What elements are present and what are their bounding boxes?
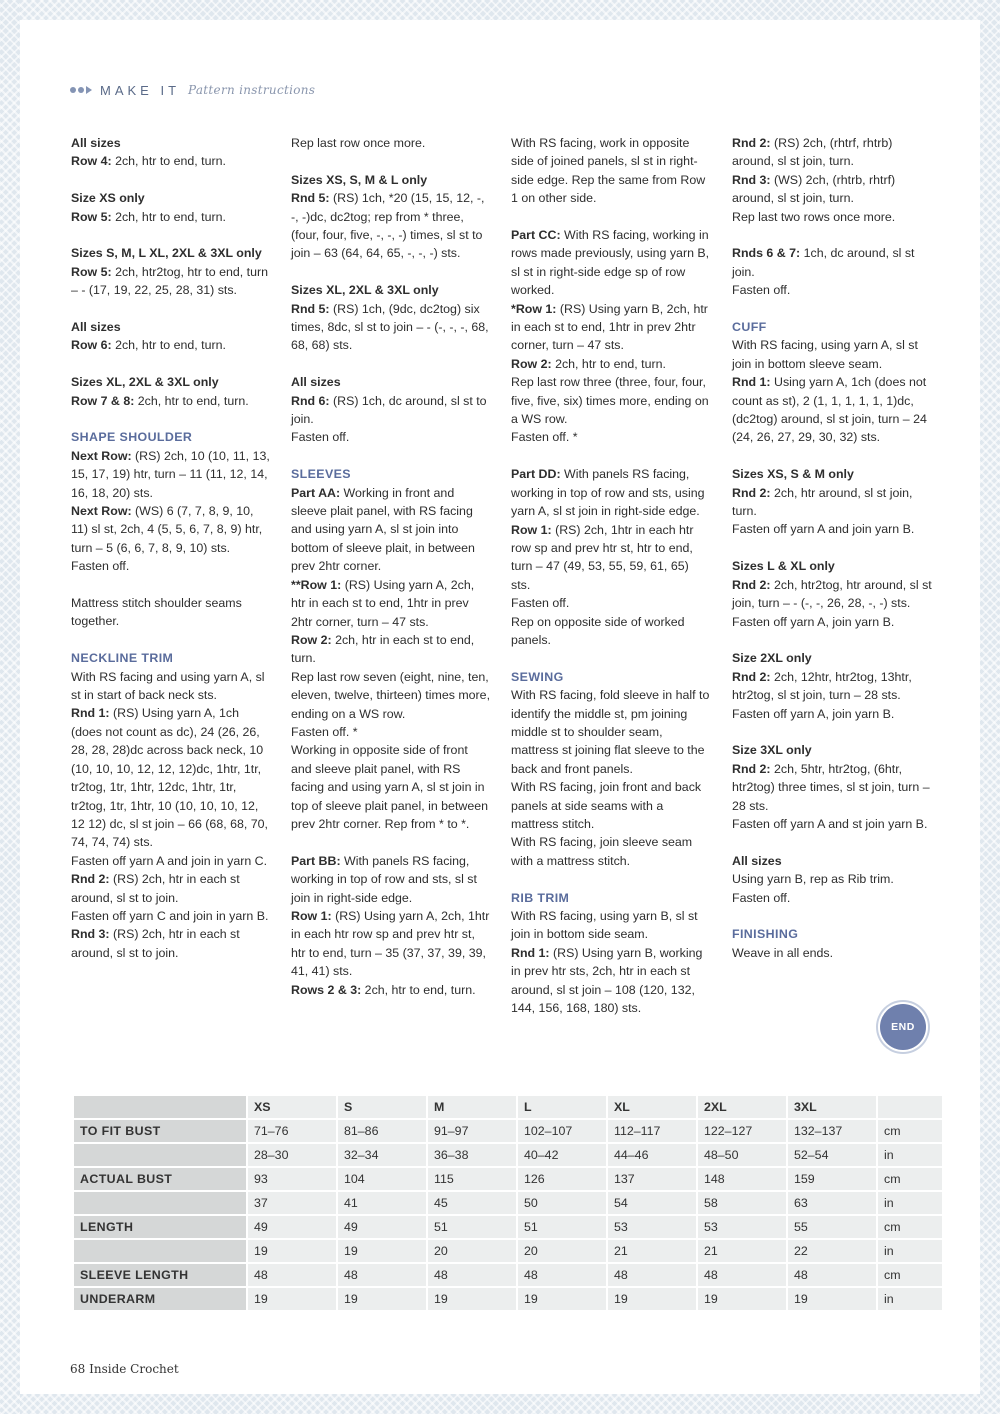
- row-text: 2ch, htr2tog, htr to end, turn – - (17, 19, 22, 25, 28, 31) sts.: [71, 264, 268, 298]
- row-label: Rnds 6 & 7:: [732, 246, 801, 261]
- page-number: 68: [70, 1362, 86, 1376]
- instruction-text: Rep on opposite side of worked panels.: [511, 614, 685, 647]
- column-3: [511, 134, 711, 1017]
- table-row: [74, 1168, 942, 1190]
- subheading-text: Sizes XL, 2XL & 3XL only: [71, 375, 219, 390]
- row-label: Rnd 2:: [732, 669, 771, 684]
- instruction-text: Fasten off yarn C and join in yarn B.: [71, 908, 269, 923]
- instruction-row: [291, 631, 491, 668]
- column-4: [732, 134, 932, 962]
- subheading-text: Sizes XS, S, M & L only: [291, 172, 428, 187]
- measurement-value: 63: [788, 1192, 876, 1214]
- measurement-value: 40–42: [518, 1144, 606, 1166]
- row-label: Rnd 2:: [732, 136, 771, 150]
- size-header-cell: 2XL: [698, 1096, 786, 1118]
- row-label: Rnd 1:: [71, 706, 110, 721]
- row-label: Next Row:: [71, 448, 132, 463]
- row-label: Rnd 2:: [732, 761, 771, 776]
- measurement-value: 19: [338, 1288, 426, 1310]
- measurement-value: 48: [788, 1264, 876, 1286]
- measurement-value: 36–38: [428, 1144, 516, 1166]
- row-text: 2ch, htr to end, turn.: [111, 154, 226, 169]
- instruction-text: Using yarn B, rep as Rib trim.: [732, 872, 894, 887]
- measurement-value: 148: [698, 1168, 786, 1190]
- instruction-row: [71, 263, 271, 300]
- instruction-row: [291, 852, 491, 907]
- measurement-unit: cm: [878, 1216, 942, 1238]
- subheading-text: Sizes S, M, L XL, 2XL & 3XL only: [71, 246, 262, 261]
- dots-arrow-icon: [70, 86, 92, 94]
- measurement-value: 104: [338, 1168, 426, 1190]
- measurement-value: 93: [248, 1168, 336, 1190]
- row-label: Row 6:: [71, 338, 112, 353]
- row-text: (RS) Using yarn A, 2ch, 1htr in each htr row sp and prev htr st, htr to end, turn – 35 (37, 37, 39, 39, 41, 41) sts.: [291, 908, 490, 979]
- row-text: 2ch, htr around, sl st join, turn.: [732, 485, 913, 519]
- measurement-value: 122–127: [698, 1120, 786, 1142]
- row-label: Rnd 3:: [71, 927, 110, 942]
- size-header-cell: M: [428, 1096, 516, 1118]
- measurement-label: TO FIT BUST: [74, 1120, 246, 1142]
- table-row: [74, 1216, 942, 1238]
- row-text: (RS) Using yarn B, working in prev htr sts, 2ch, htr in each st around, sl st join – 108 (120, 132, 144, 156, 168, 180) sts.: [511, 945, 703, 1016]
- instruction-row: [71, 704, 271, 851]
- instruction-text: Fasten off. *: [291, 724, 358, 739]
- row-text: (RS) 1ch, (9dc, dc2tog) six times, 8dc, sl st to join – - (-, -, -, 68, 68, 68) sts.: [291, 301, 489, 353]
- instruction-row: [291, 392, 491, 429]
- table-row: [74, 1288, 942, 1310]
- end-badge: END: [880, 1004, 926, 1050]
- instruction-row: [71, 502, 271, 557]
- subheading: [71, 373, 271, 391]
- instruction-row: [732, 668, 932, 705]
- row-text: (RS) Using yarn A, 2ch, htr in each st to end, 1htr in prev 2htr corner, turn – 47 sts.: [291, 577, 475, 629]
- section-header: [70, 80, 315, 100]
- table-header-row: [74, 1096, 942, 1118]
- measurement-value: 49: [248, 1216, 336, 1238]
- measurement-label: UNDERARM: [74, 1288, 246, 1310]
- instruction-text: Fasten off yarn A and join in yarn C.: [71, 853, 268, 868]
- measurement-unit: cm: [878, 1168, 942, 1190]
- subheading-text: All sizes: [291, 375, 341, 390]
- size-header-cell: 3XL: [788, 1096, 876, 1118]
- measurement-value: 48: [428, 1264, 516, 1286]
- subheading-text: Size XS only: [71, 191, 145, 206]
- measurement-unit: in: [878, 1192, 942, 1214]
- subheading-text: Sizes L & XL only: [732, 559, 835, 574]
- row-label: Next Row:: [71, 504, 132, 519]
- row-label: Rnd 2:: [732, 577, 771, 592]
- row-text: 2ch, htr in each st to end, turn.: [291, 632, 475, 666]
- row-text: With panels RS facing, working in top of row and sts, using yarn A, sl st join in right-side edge.: [511, 467, 705, 519]
- measurement-value: 52–54: [788, 1144, 876, 1166]
- instruction-text: Fasten off.: [732, 890, 791, 905]
- instruction-text: Working in opposite side of front and sleeve plait panel, with RS facing and using yarn A, sl st join in top of sleeve plait panel, in between prev 2htr corner. Rep from * to *.: [291, 743, 489, 831]
- instruction-text: Fasten off yarn A, join yarn B.: [732, 706, 895, 721]
- row-text: (WS) 6 (7, 7, 8, 9, 10, 11) sl st, 2ch, 4 (5, 5, 6, 7, 8, 9) htr, turn – 5 (6, 6, 7, 8, 9, 10) sts.: [71, 504, 263, 555]
- measurement-value: 53: [608, 1216, 696, 1238]
- instruction-row: [732, 576, 932, 613]
- table-row: [74, 1264, 942, 1286]
- row-label: Part AA:: [291, 485, 341, 500]
- instruction-text: With RS facing, using yarn B, sl st join in bottom side seam.: [511, 909, 698, 942]
- measurement-label: [74, 1144, 246, 1166]
- row-label: Row 5:: [71, 264, 112, 279]
- measurement-value: 48: [338, 1264, 426, 1286]
- measurement-value: 41: [338, 1192, 426, 1214]
- instruction-row: [511, 226, 711, 300]
- measurement-value: 91–97: [428, 1120, 516, 1142]
- measurement-label: ACTUAL BUST: [74, 1168, 246, 1190]
- instruction-row: [291, 484, 491, 576]
- measurement-value: 37: [248, 1192, 336, 1214]
- measurement-value: 53: [698, 1216, 786, 1238]
- measurement-value: 44–46: [608, 1144, 696, 1166]
- row-label: Rnd 5:: [291, 301, 330, 316]
- measurement-value: 102–107: [518, 1120, 606, 1142]
- measurement-label: [74, 1192, 246, 1214]
- instruction-row: [511, 355, 711, 373]
- row-text: Using yarn A, 1ch (does not count as st), 2 (1, 1, 1, 1, 1, 1)dc, (dc2tog) around, sl st join, turn – 24 (24, 26, 27, 29, 30, 32) sts.: [732, 375, 927, 445]
- measurement-value: 19: [518, 1288, 606, 1310]
- magazine-name: Inside Crochet: [89, 1362, 179, 1376]
- row-text: Working in front and sleeve plait panel, with RS facing and using yarn A, sl st join into bottom of sleeve plait, in between prev 2htr corner.: [291, 485, 475, 574]
- size-table: [72, 1094, 944, 1312]
- row-label: Row 1:: [291, 908, 332, 923]
- row-text: (WS) 2ch, (rhtrb, rhtrf) around, sl st join, turn.: [732, 172, 896, 206]
- instruction-row: [71, 208, 271, 226]
- row-label: **Row 1:: [291, 577, 342, 592]
- instruction-text: Fasten off. *: [511, 430, 578, 445]
- instruction-row: [732, 760, 932, 815]
- row-label: Rnd 1:: [511, 945, 550, 960]
- measurement-value: 54: [608, 1192, 696, 1214]
- instruction-text: Weave in all ends.: [732, 945, 834, 960]
- measurement-unit: in: [878, 1240, 942, 1262]
- table-row: [74, 1192, 942, 1214]
- row-text: 2ch, htr to end, turn.: [551, 356, 666, 371]
- subheading: [291, 373, 491, 391]
- instruction-row: [732, 244, 932, 281]
- row-label: Row 5:: [71, 209, 112, 224]
- row-label: Rnd 2:: [71, 872, 110, 887]
- table-row: [74, 1144, 942, 1166]
- measurement-value: 19: [788, 1288, 876, 1310]
- measurement-value: 112–117: [608, 1120, 696, 1142]
- measurement-unit: cm: [878, 1120, 942, 1142]
- measurement-value: 21: [698, 1240, 786, 1262]
- instruction-row: [71, 336, 271, 354]
- size-header-cell: L: [518, 1096, 606, 1118]
- measurement-value: 45: [428, 1192, 516, 1214]
- header-subtitle: Pattern instructions: [188, 83, 316, 97]
- row-text: 2ch, htr to end, turn.: [111, 338, 226, 353]
- row-text: 2ch, 5htr, htr2tog, (6htr, htr2tog) three times, sl st join, turn – 28 sts.: [732, 761, 930, 813]
- row-label: Row 2:: [291, 632, 332, 647]
- subheading: [732, 465, 932, 483]
- instruction-text: With RS facing, work in opposite side of joined panels, sl st in right-side edge. Rep the same from Row 1 on other side.: [511, 136, 706, 206]
- instruction-row: [511, 944, 711, 1018]
- page-footer: [70, 1362, 179, 1376]
- measurement-value: 55: [788, 1216, 876, 1238]
- measurement-value: 48: [518, 1264, 606, 1286]
- column-1: [71, 134, 271, 962]
- row-text: (RS) 1ch, *20 (15, 15, 12, -, -, -)dc, dc2tog; rep from * three, (four, four, five, -, -, -) times, sl st to join – 63 (64, 64, 65, -, -, -) sts.: [291, 191, 485, 261]
- page-border-right: [980, 0, 1000, 1414]
- instruction-row: [511, 465, 711, 520]
- instruction-row: [71, 392, 271, 410]
- subheading: [732, 741, 932, 759]
- instruction-row: [291, 189, 491, 263]
- measurement-label: SLEEVE LENGTH: [74, 1264, 246, 1286]
- instruction-text: With RS facing, fold sleeve in half to identify the middle st, pm joining middle st to shoulder seam, mattress st joining flat sleeve to the back and front panels.: [511, 688, 710, 776]
- measurement-value: 48: [698, 1264, 786, 1286]
- measurement-value: 58: [698, 1192, 786, 1214]
- subheading: [291, 171, 491, 189]
- row-label: Row 7 & 8:: [71, 393, 135, 408]
- measurement-value: 20: [518, 1240, 606, 1262]
- row-label: Rnd 6:: [291, 393, 330, 408]
- row-text: 2ch, htr to end, turn.: [111, 209, 226, 224]
- row-label: Rows 2 & 3:: [291, 982, 362, 997]
- section-heading: SLEEVES: [291, 467, 351, 482]
- row-label: Rnd 2:: [732, 485, 771, 500]
- instruction-text: Fasten off.: [511, 596, 570, 611]
- instruction-row: [291, 300, 491, 355]
- measurement-value: 20: [428, 1240, 516, 1262]
- instruction-text: With RS facing and using yarn A, sl st in start of back neck sts.: [71, 669, 265, 703]
- measurement-value: 49: [338, 1216, 426, 1238]
- instruction-row: [732, 484, 932, 521]
- subheading: [732, 649, 932, 667]
- page-border-bottom: [0, 1394, 1000, 1414]
- row-label: Row 4:: [71, 154, 112, 169]
- measurement-value: 48–50: [698, 1144, 786, 1166]
- measurement-value: 32–34: [338, 1144, 426, 1166]
- page-border-top: [0, 0, 1000, 20]
- measurement-value: 19: [338, 1240, 426, 1262]
- instruction-row: [511, 521, 711, 595]
- subheading-text: Sizes XS, S & M only: [732, 467, 854, 482]
- instruction-text: With RS facing, join sleeve seam with a mattress stitch.: [511, 835, 693, 868]
- measurement-value: 132–137: [788, 1120, 876, 1142]
- instruction-text: Fasten off yarn A and st join yarn B.: [732, 816, 928, 831]
- section-heading: SEWING: [511, 669, 564, 684]
- row-label: Rnd 1:: [732, 375, 771, 390]
- row-text: (RS) 2ch, htr in each st around, sl st to join.: [71, 872, 240, 905]
- column-2: [291, 134, 491, 999]
- measurement-value: 19: [698, 1288, 786, 1310]
- measurement-value: 137: [608, 1168, 696, 1190]
- subheading-text: Size 2XL only: [732, 651, 812, 666]
- subheading-text: All sizes: [71, 136, 121, 150]
- section-heading: FINISHING: [732, 927, 799, 942]
- subheading: [71, 134, 271, 152]
- measurement-label: LENGTH: [74, 1216, 246, 1238]
- instruction-text: Mattress stitch shoulder seams together.: [71, 596, 242, 629]
- section-heading: RIB TRIM: [511, 890, 570, 905]
- row-text: 1ch, dc around, sl st join.: [732, 246, 915, 279]
- header-title: MAKE IT: [100, 82, 181, 98]
- instruction-row: [71, 870, 271, 907]
- subheading: [291, 281, 491, 299]
- measurement-value: 71–76: [248, 1120, 336, 1142]
- subheading: [71, 244, 271, 262]
- measurement-value: 19: [608, 1288, 696, 1310]
- row-text: (RS) 1ch, dc around, sl st to join.: [291, 393, 487, 427]
- row-text: 2ch, htr2tog, htr around, sl st join, turn – - (-, -, 26, 28, -, -) sts.: [732, 577, 932, 611]
- subheading-text: All sizes: [732, 853, 782, 868]
- section-heading: CUFF: [732, 320, 767, 335]
- measurement-value: 28–30: [248, 1144, 336, 1166]
- table-corner-cell: [74, 1096, 246, 1118]
- instruction-text: Fasten off.: [291, 430, 350, 445]
- size-header-cell: XL: [608, 1096, 696, 1118]
- measurement-value: 126: [518, 1168, 606, 1190]
- subheading-text: Sizes XL, 2XL & 3XL only: [291, 283, 439, 298]
- table-row: [74, 1240, 942, 1262]
- instruction-text: Rep last two rows once more.: [732, 209, 896, 224]
- row-text: (RS) 2ch, 1htr in each htr row sp and prev htr st, htr to end, turn – 47 (49, 53, 55, 59, 61, 65) sts.: [511, 522, 694, 592]
- instruction-text: Rep last row seven (eight, nine, ten, eleven, twelve, thirteen) times more, ending on a WS row.: [291, 669, 491, 721]
- instruction-row: [291, 981, 491, 999]
- subheading: [732, 557, 932, 575]
- section-heading: NECKLINE TRIM: [71, 651, 174, 666]
- row-text: 2ch, 12htr, htr2tog, 13htr, htr2tog, sl st join, turn – 28 sts.: [732, 669, 912, 703]
- instruction-text: With RS facing, using yarn A, sl st join in bottom sleeve seam.: [732, 338, 918, 371]
- measurement-unit: in: [878, 1144, 942, 1166]
- measurement-value: 19: [248, 1288, 336, 1310]
- table-row: [74, 1120, 942, 1142]
- size-header-cell: S: [338, 1096, 426, 1118]
- row-text: (RS) Using yarn A, 1ch (does not count as dc), 24 (26, 26, 28, 28, 28)dc across back neck, 10 (10, 10, 10, 12, 12, 12)dc, 1htr, 1tr, tr2tog, 1tr, 1htr, 12dc, 1htr, 1tr, tr2tog, 1tr, 1htr, 10 (10, 10, 10, 12, 12 12) dc, sl st join – 66 (68, 68, 70, 74, 74, 74) sts.: [71, 706, 268, 850]
- unit-header-cell: [878, 1096, 942, 1118]
- row-text: (RS) 2ch, htr in each st around, sl st to join.: [71, 927, 240, 960]
- row-label: *Row 1:: [511, 301, 557, 316]
- instruction-row: [71, 925, 271, 962]
- instruction-row: [291, 576, 491, 631]
- measurement-value: 19: [248, 1240, 336, 1262]
- instruction-text: Fasten off.: [732, 283, 791, 298]
- section-heading: SHAPE SHOULDER: [71, 430, 193, 445]
- subheading: [71, 318, 271, 336]
- measurement-value: 115: [428, 1168, 516, 1190]
- instruction-row: [732, 134, 932, 171]
- row-label: Part CC:: [511, 228, 561, 243]
- row-label: Part DD:: [511, 467, 561, 482]
- row-text: (RS) 2ch, 10 (10, 11, 13, 15, 17, 19) htr, turn – 11 (11, 12, 14, 16, 18, 20) sts.: [71, 448, 270, 500]
- subheading-text: Size 3XL only: [732, 743, 812, 758]
- instruction-row: [732, 171, 932, 208]
- instruction-text: Fasten off.: [71, 559, 130, 574]
- row-text: With RS facing, working in rows made previously, using yarn B, sl st in right-side edge sp of row worked.: [511, 228, 710, 298]
- row-label: Rnd 5:: [291, 191, 330, 206]
- measurement-label: [74, 1240, 246, 1262]
- row-label: Row 2:: [511, 356, 552, 371]
- measurement-value: 50: [518, 1192, 606, 1214]
- measurement-unit: cm: [878, 1264, 942, 1286]
- instruction-text: Fasten off yarn A and join yarn B.: [732, 522, 915, 537]
- instruction-row: [291, 907, 491, 981]
- measurement-unit: in: [878, 1288, 942, 1310]
- subheading-text: All sizes: [71, 320, 121, 335]
- measurement-value: 48: [248, 1264, 336, 1286]
- page-border-left: [0, 0, 20, 1414]
- instruction-row: [71, 447, 271, 502]
- subheading: [732, 852, 932, 870]
- row-text: With panels RS facing, working in top of row and sts, sl st join in right-side edge.: [291, 853, 477, 905]
- measurement-value: 21: [608, 1240, 696, 1262]
- row-text: (RS) 2ch, (rhtrf, rhtrb) around, sl st join, turn.: [732, 136, 893, 169]
- measurement-value: 51: [518, 1216, 606, 1238]
- instruction-row: [732, 373, 932, 447]
- instruction-row: [71, 152, 271, 170]
- instruction-row: [511, 300, 711, 355]
- measurement-value: 159: [788, 1168, 876, 1190]
- instruction-text: Rep last row three (three, four, four, five, five, six) times more, ending on a WS row.: [511, 375, 709, 427]
- subheading: [71, 189, 271, 207]
- measurement-value: 22: [788, 1240, 876, 1262]
- instruction-text: Rep last row once more.: [291, 136, 426, 150]
- row-text: 2ch, htr to end, turn.: [134, 393, 249, 408]
- instruction-text: Fasten off yarn A, join yarn B.: [732, 614, 895, 629]
- row-text: 2ch, htr to end, turn.: [361, 982, 476, 997]
- measurement-value: 48: [608, 1264, 696, 1286]
- row-label: Row 1:: [511, 522, 552, 537]
- pattern-columns: [71, 134, 931, 1064]
- measurement-value: 19: [428, 1288, 516, 1310]
- measurement-value: 51: [428, 1216, 516, 1238]
- row-label: Part BB:: [291, 853, 341, 868]
- size-header-cell: XS: [248, 1096, 336, 1118]
- row-text: (RS) Using yarn B, 2ch, htr in each st to end, 1htr in prev 2htr corner, turn – 47 sts.: [511, 301, 708, 353]
- measurement-value: 81–86: [338, 1120, 426, 1142]
- instruction-text: With RS facing, join front and back panels at side seams with a mattress stitch.: [511, 780, 702, 831]
- row-label: Rnd 3:: [732, 172, 771, 187]
